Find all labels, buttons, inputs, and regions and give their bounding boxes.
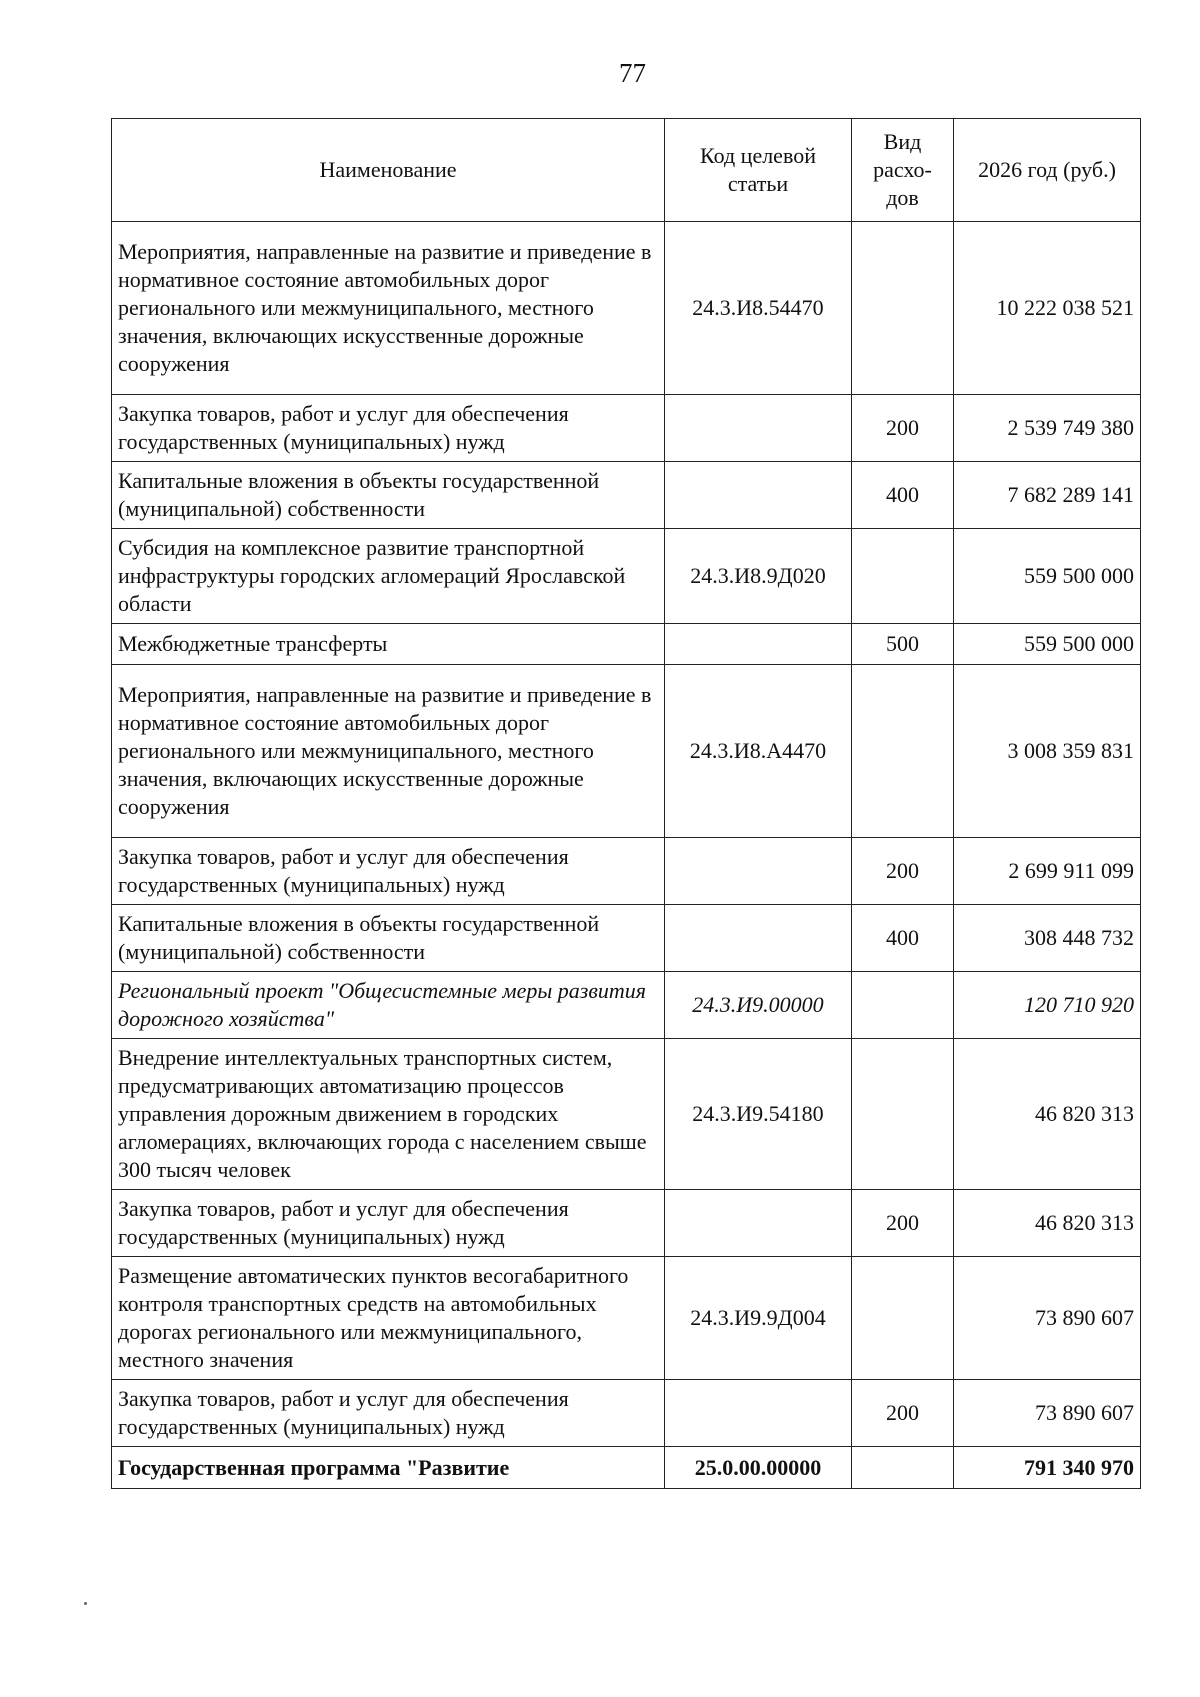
header-target-code: Код целевой статьи bbox=[665, 119, 852, 222]
cell-amount: 308 448 732 bbox=[954, 905, 1141, 972]
cell-name: Субсидия на комплексное развитие транспортной инфраструктуры городских агломераций Ярославской области bbox=[112, 529, 665, 624]
cell-amount: 7 682 289 141 bbox=[954, 462, 1141, 529]
cell-target-code: 24.3.И9.54180 bbox=[665, 1039, 852, 1190]
cell-name: Закупка товаров, работ и услуг для обеспечения государственных (муниципальных) нужд bbox=[112, 1380, 665, 1447]
table-row bbox=[112, 905, 1141, 972]
cell-amount: 10 222 038 521 bbox=[954, 222, 1141, 395]
cell-target-code: 25.0.00.00000 bbox=[665, 1447, 852, 1489]
header-name: Наименование bbox=[112, 119, 665, 222]
cell-name: Капитальные вложения в объекты государственной (муниципальной) собственности bbox=[112, 462, 665, 529]
cell-expense-kind: 400 bbox=[852, 905, 954, 972]
cell-target-code bbox=[665, 624, 852, 665]
cell-target-code: 24.3.И8.А4470 bbox=[665, 665, 852, 838]
cell-name: Закупка товаров, работ и услуг для обеспечения государственных (муниципальных) нужд bbox=[112, 1190, 665, 1257]
table-row bbox=[112, 1380, 1141, 1447]
cell-name: Внедрение интеллектуальных транспортных систем, предусматривающих автоматизацию процессов управления дорожным движением в городских агломерациях, включающих города с населением свыше 300 тысяч человек bbox=[112, 1039, 665, 1190]
cell-amount: 46 820 313 bbox=[954, 1039, 1141, 1190]
cell-expense-kind bbox=[852, 972, 954, 1039]
cell-target-code bbox=[665, 1380, 852, 1447]
cell-expense-kind: 200 bbox=[852, 1380, 954, 1447]
cell-target-code: 24.3.И8.54470 bbox=[665, 222, 852, 395]
cell-name: Закупка товаров, работ и услуг для обеспечения государственных (муниципальных) нужд bbox=[112, 838, 665, 905]
cell-amount: 2 539 749 380 bbox=[954, 395, 1141, 462]
cell-amount: 559 500 000 bbox=[954, 624, 1141, 665]
cell-expense-kind: 200 bbox=[852, 838, 954, 905]
table-row bbox=[112, 1447, 1141, 1489]
cell-expense-kind bbox=[852, 222, 954, 395]
cell-name: Мероприятия, направленные на развитие и приведение в нормативное состояние автомобильных дорог регионального или межмуниципального, местного значения, включающих искусственные дорожные сооружения bbox=[112, 222, 665, 395]
table-row bbox=[112, 462, 1141, 529]
cell-expense-kind: 500 bbox=[852, 624, 954, 665]
cell-amount: 120 710 920 bbox=[954, 972, 1141, 1039]
cell-target-code bbox=[665, 395, 852, 462]
cell-amount: 2 699 911 099 bbox=[954, 838, 1141, 905]
budget-table bbox=[111, 118, 1141, 1489]
cell-target-code bbox=[665, 462, 852, 529]
cell-target-code bbox=[665, 838, 852, 905]
cell-expense-kind bbox=[852, 665, 954, 838]
cell-name: Мероприятия, направленные на развитие и приведение в нормативное состояние автомобильных дорог регионального или межмуниципального, местного значения, включающих искусственные дорожные сооружения bbox=[112, 665, 665, 838]
cell-amount: 559 500 000 bbox=[954, 529, 1141, 624]
header-expense-kind: Вид расхо-дов bbox=[852, 119, 954, 222]
table-row bbox=[112, 972, 1141, 1039]
cell-name: Межбюджетные трансферты bbox=[112, 624, 665, 665]
cell-name: Закупка товаров, работ и услуг для обеспечения государственных (муниципальных) нужд bbox=[112, 395, 665, 462]
cell-target-code bbox=[665, 1190, 852, 1257]
cell-target-code: 24.3.И8.9Д020 bbox=[665, 529, 852, 624]
cell-target-code: 24.3.И9.9Д004 bbox=[665, 1257, 852, 1380]
table-header-row bbox=[112, 119, 1141, 222]
cell-name: Капитальные вложения в объекты государственной (муниципальной) собственности bbox=[112, 905, 665, 972]
cell-target-code bbox=[665, 905, 852, 972]
cell-name: Региональный проект "Общесистемные меры развития дорожного хозяйства" bbox=[112, 972, 665, 1039]
table-row bbox=[112, 624, 1141, 665]
cell-expense-kind: 400 bbox=[852, 462, 954, 529]
cell-amount: 73 890 607 bbox=[954, 1380, 1141, 1447]
table-row bbox=[112, 838, 1141, 905]
table-row bbox=[112, 1039, 1141, 1190]
cell-expense-kind bbox=[852, 1447, 954, 1489]
cell-amount: 46 820 313 bbox=[954, 1190, 1141, 1257]
cell-expense-kind: 200 bbox=[852, 395, 954, 462]
cell-expense-kind bbox=[852, 1039, 954, 1190]
table-row bbox=[112, 1190, 1141, 1257]
cell-name: Государственная программа "Развитие bbox=[112, 1447, 665, 1489]
header-amount-2026: 2026 год (руб.) bbox=[954, 119, 1141, 222]
table-row bbox=[112, 665, 1141, 838]
cell-name: Размещение автоматических пунктов весогабаритного контроля транспортных средств на автомобильных дорогах регионального или межмуниципального, местного значения bbox=[112, 1257, 665, 1380]
page-number: 77 bbox=[619, 58, 646, 88]
table-row bbox=[112, 395, 1141, 462]
cell-expense-kind bbox=[852, 529, 954, 624]
cell-expense-kind: 200 bbox=[852, 1190, 954, 1257]
cell-amount: 3 008 359 831 bbox=[954, 665, 1141, 838]
table-row bbox=[112, 1257, 1141, 1380]
table-row bbox=[112, 529, 1141, 624]
cell-target-code: 24.3.И9.00000 bbox=[665, 972, 852, 1039]
table-row bbox=[112, 222, 1141, 395]
cell-amount: 791 340 970 bbox=[954, 1447, 1141, 1489]
cell-expense-kind bbox=[852, 1257, 954, 1380]
cell-amount: 73 890 607 bbox=[954, 1257, 1141, 1380]
scan-speck bbox=[84, 1602, 87, 1605]
